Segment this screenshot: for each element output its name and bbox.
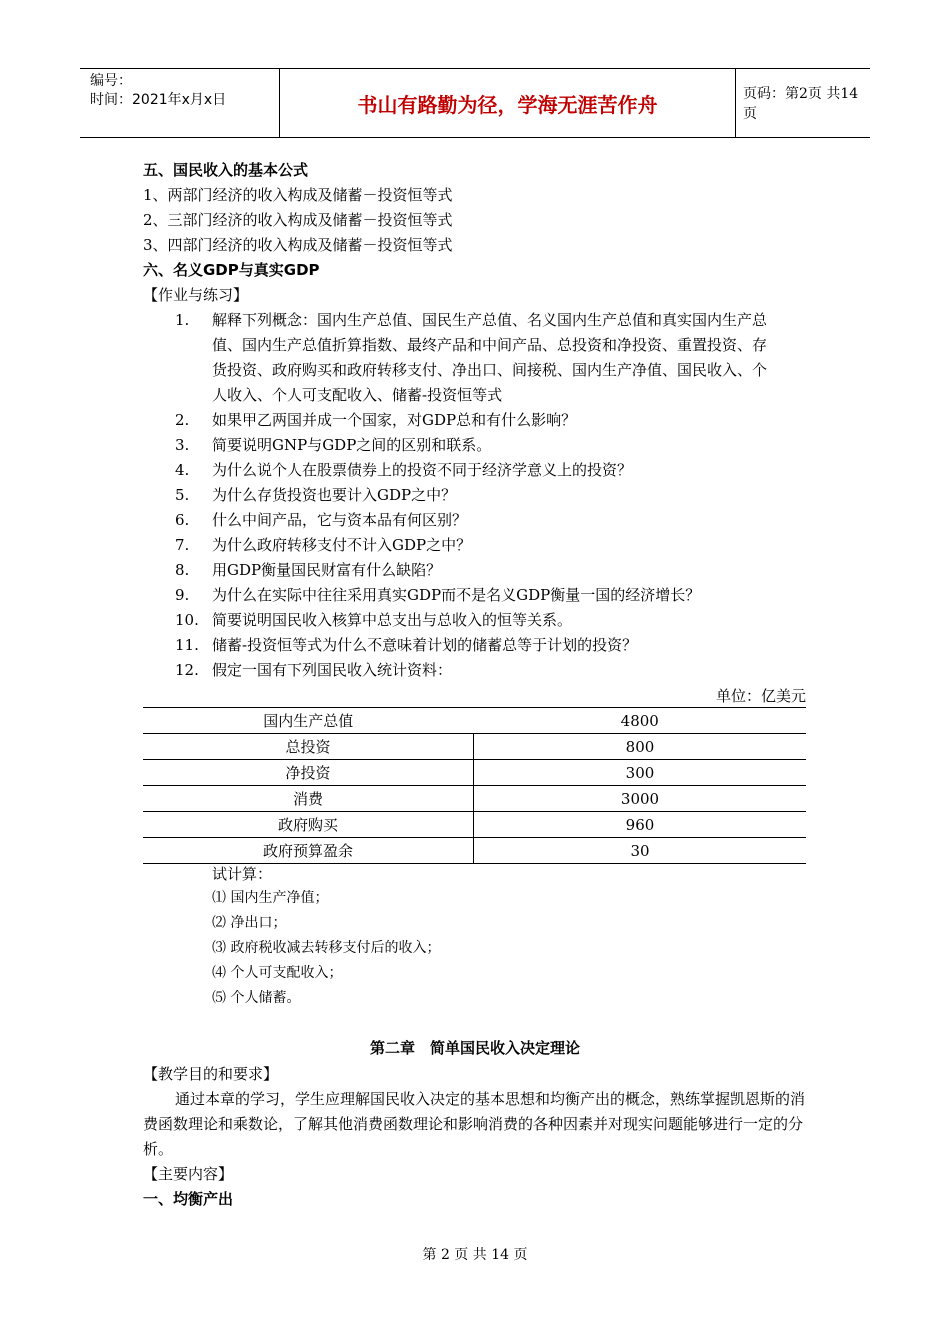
question-text: 简要说明GNP与GDP之间的区别和联系。 — [212, 436, 492, 454]
page-footer: 第 2 页 共 14 页 — [422, 1247, 528, 1263]
question-text: 为什么在实际中往往采用真实GDP而不是名义GDP衡量一国的经济增长？ — [212, 586, 701, 604]
question-text: 为什么政府转移支付不计入GDP之中？ — [212, 536, 472, 554]
table-row — [143, 812, 806, 838]
question-number: 10. — [175, 611, 199, 629]
table-row — [143, 734, 806, 760]
section6-title: 六、名义GDP与真实GDP — [143, 261, 320, 279]
question-number: 12. — [175, 661, 199, 679]
question-number: 1. — [175, 311, 190, 329]
table-cell-value: 800 — [474, 734, 807, 760]
table-row — [143, 786, 806, 812]
calc-item: ⑸ 个人储蓄。 — [212, 990, 301, 1006]
calc-intro: 试计算： — [212, 865, 273, 883]
section5-title: 五、国民收入的基本公式 — [143, 161, 309, 179]
table-cell-label: 净投资 — [143, 760, 474, 786]
calc-item: ⑷ 个人可支配收入； — [212, 965, 343, 981]
table-cell-value: 960 — [474, 812, 807, 838]
header-code-label: 编号： — [90, 73, 132, 89]
goal-paragraph: 通过本章的学习，学生应理解国民收入决定的基本思想和均衡产出的概念，熟练掌握凯恩斯的消费函数理论和乘数论，了解其他消费函数理论和影响消费的各种因素并对现实问题能够进行一定的分析。 — [143, 1090, 806, 1158]
table-cell-label: 国内生产总值 — [143, 708, 474, 734]
section5-item-3: 3、四部门经济的收入构成及储蓄－投资恒等式 — [143, 236, 453, 254]
question-text: 解释下列概念：国内生产总值、国民生产总值、名义国内生产总值和真实国内生产总 — [212, 311, 768, 329]
question-text: 用GDP衡量国民财富有什么缺陷？ — [212, 561, 442, 579]
table-row — [143, 708, 806, 734]
question-number: 9. — [175, 586, 190, 604]
table-cell-value: 300 — [474, 760, 807, 786]
table-cell-label: 政府购买 — [143, 812, 474, 838]
table-unit: 单位：亿美元 — [715, 687, 806, 705]
question-number: 8. — [175, 561, 190, 579]
section5-item-1: 1、两部门经济的收入构成及储蓄－投资恒等式 — [143, 186, 453, 204]
question-number: 5. — [175, 486, 190, 504]
calc-item: ⑴ 国内生产净值； — [212, 890, 329, 906]
question-text: 如果甲乙两国并成一个国家，对GDP总和有什么影响？ — [212, 411, 577, 429]
question-number: 11. — [175, 636, 199, 654]
header-meta — [80, 69, 280, 137]
question-text: 为什么存货投资也要计入GDP之中？ — [212, 486, 457, 504]
chapter-title: 第二章 简单国民收入决定理论 — [369, 1039, 580, 1057]
calc-item: ⑵ 净出口； — [212, 915, 287, 931]
question-text: 储蓄-投资恒等式为什么不意味着计划的储蓄总等于计划的投资？ — [212, 636, 638, 654]
content-label: 【主要内容】 — [143, 1165, 234, 1183]
question-text: 值、国内生产总值折算指数、最终产品和中间产品、总投资和净投资、重置投资、存 — [212, 336, 768, 354]
header-page-info: 页码：第2页 共14页 — [743, 86, 859, 122]
question-number: 7. — [175, 536, 190, 554]
table-cell-label: 政府预算盈余 — [143, 838, 474, 864]
income-stats-table — [143, 707, 806, 864]
section5-item-2: 2、三部门经济的收入构成及储蓄－投资恒等式 — [143, 211, 453, 229]
question-number: 6. — [175, 511, 190, 529]
question-text: 什么中间产品，它与资本品有何区别？ — [212, 511, 468, 529]
question-number: 3. — [175, 436, 190, 454]
header-motto: 书山有路勤为径，学海无涯苦作舟 — [280, 69, 736, 137]
question-text: 为什么说个人在股票债券上的投资不同于经济学意义上的投资？ — [212, 461, 633, 479]
page-header — [80, 68, 870, 138]
calc-item: ⑶ 政府税收减去转移支付后的收入； — [212, 940, 441, 956]
goal-label: 【教学目的和要求】 — [143, 1065, 279, 1083]
table-row — [143, 838, 806, 864]
header-time-label: 时间：2021年x月x日 — [90, 92, 227, 108]
question-text: 假定一国有下列国民收入统计资料： — [212, 661, 453, 679]
section1-title: 一、均衡产出 — [143, 1190, 234, 1208]
question-number: 2. — [175, 411, 190, 429]
question-text: 货投资、政府购买和政府转移支付、净出口、间接税、国内生产净值、国民收入、个 — [212, 361, 768, 379]
table-row — [143, 760, 806, 786]
question-text: 简要说明国民收入核算中总支出与总收入的恒等关系。 — [212, 611, 573, 629]
table-cell-value: 30 — [474, 838, 807, 864]
table-cell-value: 4800 — [474, 708, 807, 734]
homework-label: 【作业与练习】 — [143, 286, 249, 304]
table-cell-label: 总投资 — [143, 734, 474, 760]
table-cell-value: 3000 — [474, 786, 807, 812]
table-cell-label: 消费 — [143, 786, 474, 812]
question-text: 人收入、个人可支配收入、储蓄-投资恒等式 — [212, 386, 503, 404]
question-number: 4. — [175, 461, 190, 479]
